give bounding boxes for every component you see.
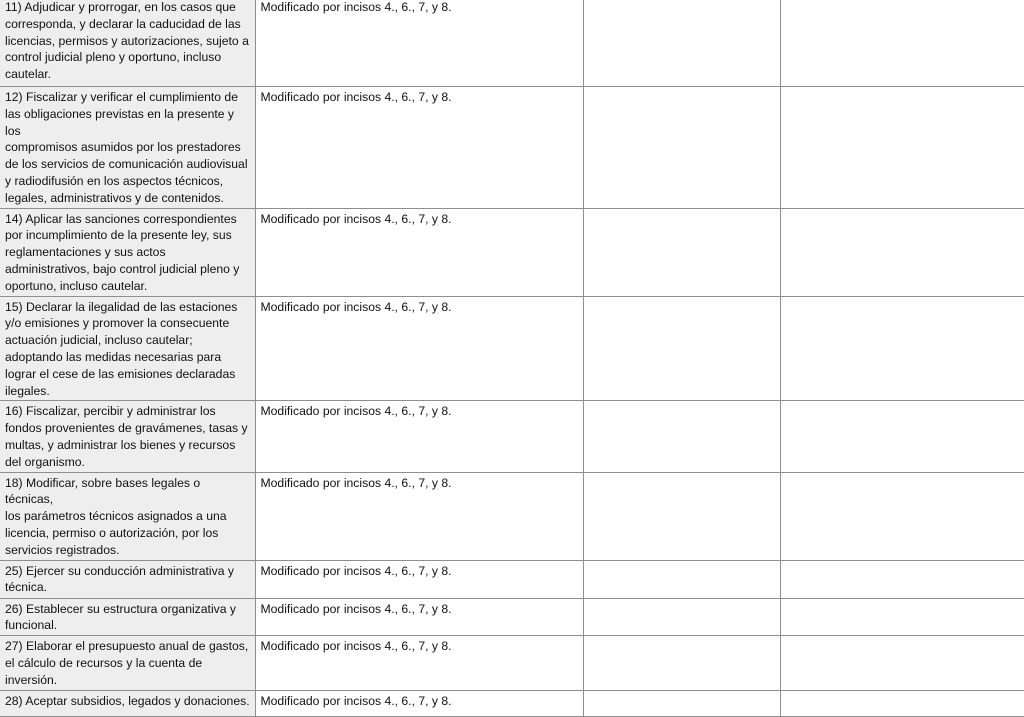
table-row (0, 690, 1024, 716)
status-cell: Modificado por incisos 4., 6., 7, y 8. (255, 636, 583, 690)
table-row (0, 560, 1024, 598)
function-cell: 28) Aceptar subsidios, legados y donaciones. (0, 690, 255, 716)
status-cell: Modificado por incisos 4., 6., 7, y 8. (255, 87, 583, 209)
status-cell: Modificado por incisos 4., 6., 7, y 8. (255, 0, 583, 87)
empty-cell (780, 87, 1024, 209)
empty-cell (780, 472, 1024, 560)
empty-cell (583, 598, 780, 636)
empty-cell (780, 636, 1024, 690)
status-cell: Modificado por incisos 4., 6., 7, y 8. (255, 401, 583, 472)
empty-cell (583, 560, 780, 598)
table-row (0, 208, 1024, 296)
empty-cell (583, 0, 780, 87)
table-row (0, 87, 1024, 209)
table-row (0, 296, 1024, 401)
empty-cell (780, 690, 1024, 716)
empty-cell (780, 208, 1024, 296)
function-cell: 26) Establecer su estructura organizativa y funcional. (0, 598, 255, 636)
status-cell: Modificado por incisos 4., 6., 7, y 8. (255, 690, 583, 716)
function-cell: 25) Ejercer su conducción administrativa y técnica. (0, 560, 255, 598)
function-cell: 12) Fiscalizar y verificar el cumplimiento de las obligaciones previstas en la presente y los compromisos asumidos por los prestadores de los servicios de comunicación audiovisual y radiodifusión en los aspectos técnicos, legales, administrativos y de contenidos. (0, 87, 255, 209)
table-row (0, 472, 1024, 560)
empty-cell (780, 401, 1024, 472)
table-row (0, 0, 1024, 87)
empty-cell (583, 636, 780, 690)
table-row (0, 401, 1024, 472)
function-cell: 27) Elaborar el presupuesto anual de gastos, el cálculo de recursos y la cuenta de inversión. (0, 636, 255, 690)
status-cell: Modificado por incisos 4., 6., 7, y 8. (255, 296, 583, 401)
function-cell: 16) Fiscalizar, percibir y administrar los fondos provenientes de gravámenes, tasas y multas, y administrar los bienes y recursos del organismo. (0, 401, 255, 472)
empty-cell (780, 560, 1024, 598)
function-cell: 14) Aplicar las sanciones correspondientes por incumplimiento de la presente ley, sus reglamentaciones y sus actos administrativos, bajo control judicial pleno y oportuno, incluso cautelar. (0, 208, 255, 296)
table-row (0, 636, 1024, 690)
empty-cell (780, 0, 1024, 87)
status-cell: Modificado por incisos 4., 6., 7, y 8. (255, 208, 583, 296)
table-row (0, 598, 1024, 636)
empty-cell (583, 472, 780, 560)
function-cell: 18) Modificar, sobre bases legales o técnicas, los parámetros técnicos asignados a una licencia, permiso o autorización, por los servicios registrados. (0, 472, 255, 560)
empty-cell (583, 87, 780, 209)
status-cell: Modificado por incisos 4., 6., 7, y 8. (255, 472, 583, 560)
empty-cell (583, 401, 780, 472)
status-cell: Modificado por incisos 4., 6., 7, y 8. (255, 560, 583, 598)
function-cell: 11) Adjudicar y prorrogar, en los casos que corresponda, y declarar la caducidad de las licencias, permisos y autorizaciones, sujeto a control judicial pleno y oportuno, incluso cautelar. (0, 0, 255, 87)
function-cell: 15) Declarar la ilegalidad de las estaciones y/o emisiones y promover la consecuente actuación judicial, incluso cautelar; adoptando las medidas necesarias para lograr el cese de las emisiones declaradas ilegales. (0, 296, 255, 401)
empty-cell (583, 208, 780, 296)
empty-cell (583, 690, 780, 716)
status-cell: Modificado por incisos 4., 6., 7, y 8. (255, 598, 583, 636)
empty-cell (780, 296, 1024, 401)
empty-cell (780, 598, 1024, 636)
empty-cell (583, 296, 780, 401)
